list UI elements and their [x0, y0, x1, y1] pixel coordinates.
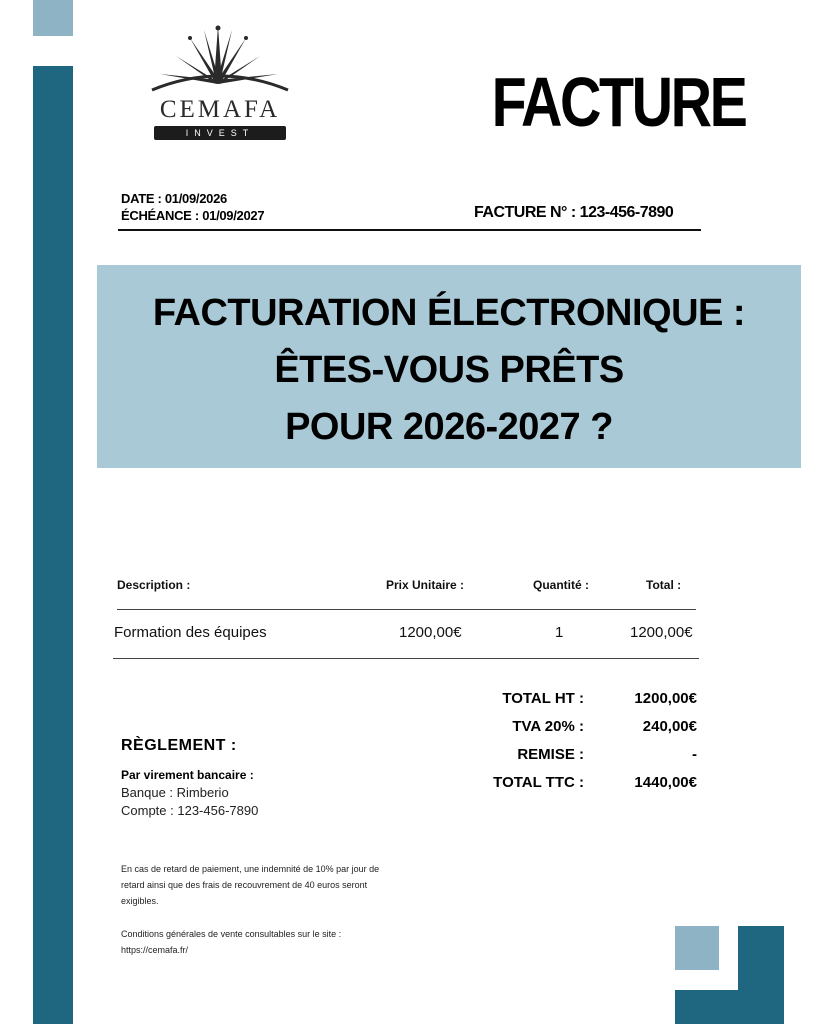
invoice-due-date: ÉCHÉANCE : 01/09/2027	[121, 208, 265, 223]
logo-wordmark: CEMAFA	[159, 96, 281, 123]
cell-unit-price: 1200,00€	[399, 624, 462, 641]
headline-text	[97, 285, 801, 456]
headline-line-1: FACTURATION ÉLECTRONIQUE :	[152, 292, 746, 334]
table-divider-top	[117, 609, 696, 610]
tva-label: TVA 20% :	[512, 718, 584, 735]
total-ht-value: 1200,00€	[634, 690, 697, 707]
total-ttc-value: 1440,00€	[634, 774, 697, 791]
invoice-number: FACTURE N° : 123-456-7890	[474, 204, 674, 221]
payment-bank: Banque : Rimberio	[121, 785, 229, 800]
remise-label: REMISE :	[517, 746, 584, 763]
invoice-date: DATE : 01/09/2026	[121, 191, 227, 206]
headline-line-3: POUR 2026-2027 ?	[285, 406, 613, 448]
company-logo	[138, 22, 302, 144]
column-header-total: Total :	[646, 578, 682, 592]
decor-square-dark	[738, 926, 784, 992]
total-ht-label: TOTAL HT :	[502, 690, 584, 707]
decor-square-top	[33, 0, 73, 36]
decor-left-bar	[33, 66, 73, 1024]
decor-square-light	[675, 926, 719, 970]
terms-notice: Conditions générales de vente consultables sur le site : https://cemafa.fr/	[121, 929, 342, 955]
tva-value: 240,00€	[642, 718, 697, 735]
cell-total: 1200,00€	[630, 624, 693, 641]
total-ttc-label: TOTAL TTC :	[493, 774, 584, 791]
column-header-unit-price: Prix Unitaire :	[386, 578, 465, 592]
header-divider	[118, 229, 701, 231]
payment-title: RÈGLEMENT :	[121, 737, 237, 754]
compass-star-icon	[138, 22, 302, 96]
table-divider-bottom	[113, 658, 699, 659]
decor-block-dark	[675, 990, 784, 1024]
headline-line-2: ÊTES-VOUS PRÊTS	[274, 349, 624, 391]
payment-account: Compte : 123-456-7890	[121, 803, 259, 818]
payment-method: Par virement bancaire :	[121, 768, 254, 782]
cell-quantity: 1	[555, 624, 564, 641]
cell-description: Formation des équipes	[114, 624, 267, 641]
late-fee-notice: En cas de retard de paiement, une indemnité de 10% par jour de retard ainsi que des frais de recouvrement de 40 euros seront exigibles.	[121, 864, 380, 906]
column-header-quantity: Quantité :	[533, 578, 589, 592]
document-title: FACTURE	[491, 63, 746, 141]
column-header-description: Description :	[117, 578, 191, 592]
remise-value: -	[692, 746, 697, 763]
logo-subtitle: INVEST	[154, 126, 286, 140]
headline-banner	[97, 265, 801, 468]
